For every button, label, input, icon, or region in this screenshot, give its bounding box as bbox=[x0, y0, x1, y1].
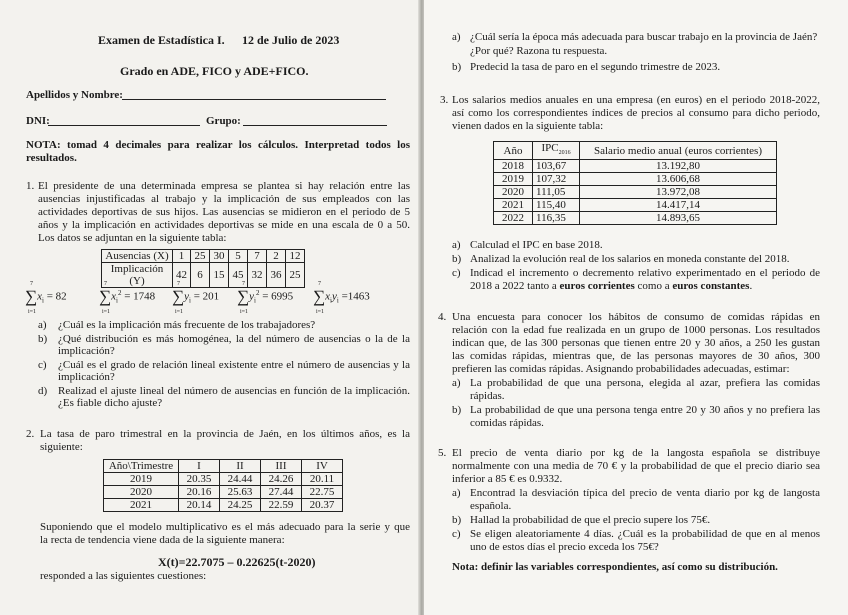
part-text: española. bbox=[470, 500, 512, 512]
table-cell: 2019 bbox=[104, 473, 179, 486]
table-cell: 115,40 bbox=[533, 199, 580, 212]
sum-formula: $\sum x_i^2 = 1748$ bbox=[99, 287, 156, 306]
table-cell: 25 bbox=[191, 250, 210, 263]
q5-note: Nota: definir las variables correspondientes, así como su distribución. bbox=[452, 561, 778, 573]
q2-after-line: la recta de tendencia viene dada de la siguiente manera: bbox=[40, 534, 285, 546]
left-page bbox=[0, 0, 420, 615]
q3-salary-table bbox=[493, 141, 777, 225]
table-cell: 1 bbox=[173, 250, 191, 263]
part-letter: a) bbox=[452, 31, 461, 43]
table-cell: 14.893,65 bbox=[580, 212, 777, 225]
table-row bbox=[494, 212, 777, 225]
part-text: ¿Qué distribución es más homogénea, la del número de ausencias o la de la bbox=[58, 333, 410, 345]
column-header bbox=[533, 142, 580, 160]
table-cell: 107,32 bbox=[533, 173, 580, 186]
sum-term: y bbox=[184, 290, 190, 303]
name-label: Apellidos y Nombre: bbox=[26, 89, 123, 101]
sum-sub: i bbox=[254, 296, 256, 305]
part-letter: c) bbox=[452, 528, 461, 540]
table-cell: 13.606,68 bbox=[580, 173, 777, 186]
q4-line: Una encuesta para conocer los hábitos de consumo de comidas rápidas en bbox=[452, 311, 820, 323]
part-text: Indicad el incremento o decremento relativo experimentado en el periodo de bbox=[470, 267, 820, 279]
group-field[interactable] bbox=[243, 125, 387, 126]
sum-sub-2: i bbox=[336, 296, 339, 305]
row-label: Implicación (Y) bbox=[102, 263, 173, 288]
q2-trend-formula: X(t)=22.7075 – 0.22625(t-2020) bbox=[158, 555, 316, 569]
table-cell: 12 bbox=[286, 250, 305, 263]
part-letter: a) bbox=[452, 487, 461, 499]
table-cell: 22.75 bbox=[302, 486, 343, 499]
table-header-row bbox=[494, 142, 777, 160]
q3-line: vienen dados en la siguiente tabla: bbox=[452, 120, 604, 132]
q2-after-line: Suponiendo que el modelo multiplicativo es el más adecuado para la serie y que bbox=[40, 521, 410, 533]
q5-number: 5. bbox=[438, 447, 447, 459]
part-text: rápidas. bbox=[470, 390, 505, 402]
part-text: ¿Cuál sería la época más adecuada para buscar trabajo en la provincia de Jaén? bbox=[470, 31, 818, 43]
part-text: ¿Es fiable dicho ajuste? bbox=[58, 397, 163, 409]
sum-result: = 6995 bbox=[262, 290, 294, 303]
part-letter: a) bbox=[452, 377, 461, 389]
q1-line: años y la implicación en actividades deportivas se mide en una escala de 0 a 50. bbox=[38, 219, 410, 231]
table-row bbox=[102, 263, 305, 288]
q4-line: indican que, de las 300 personas que tienen entre 20 y 30 años, a 250 les gustan bbox=[452, 337, 820, 349]
degree-line: Grado en ADE, FICO y ADE+FICO. bbox=[120, 64, 309, 78]
part-letter: b) bbox=[452, 253, 462, 265]
right-page bbox=[424, 0, 848, 615]
table-cell: 25.63 bbox=[220, 486, 261, 499]
q3-line: así como los correspondientes índices de precios al consumo para dicho periodo, bbox=[452, 107, 820, 119]
q5-line: El precio de venta diario por kg de la langosta española se distribuye bbox=[452, 447, 820, 459]
table-cell: 13.192,80 bbox=[580, 160, 777, 173]
table-row bbox=[494, 173, 777, 186]
q1-line: actividades deportivas de sus hijos. Las ausencias se midieron en el periodo de 5 bbox=[38, 206, 410, 218]
q4-line: relación con la edad fue realizada en un grupo de 1000 personas. Los resultados bbox=[452, 324, 820, 336]
table-cell: 36 bbox=[267, 263, 286, 288]
sum-lower: i=1 bbox=[175, 309, 184, 315]
q1-number: 1. bbox=[26, 180, 35, 192]
sum-result: = 82 bbox=[46, 290, 67, 303]
sum-lower: i=1 bbox=[102, 309, 111, 315]
table-row bbox=[494, 186, 777, 199]
dni-field[interactable] bbox=[48, 125, 200, 126]
table-cell: 30 bbox=[210, 250, 229, 263]
column-header: II bbox=[220, 460, 261, 473]
table-cell: 24.25 bbox=[220, 499, 261, 512]
part-letter: a) bbox=[38, 319, 47, 331]
table-cell: 5 bbox=[229, 250, 248, 263]
sum-term: x bbox=[111, 290, 117, 303]
part-letter: c) bbox=[452, 267, 461, 279]
q1-line: Los datos se adjuntan en la siguiente tabla: bbox=[38, 232, 227, 244]
table-cell: 2021 bbox=[494, 199, 533, 212]
column-header: Año\Trimestre bbox=[104, 460, 179, 473]
part-letter: b) bbox=[38, 333, 48, 345]
sum-term: x bbox=[325, 290, 331, 303]
q2-unemployment-table bbox=[103, 459, 343, 512]
table-row bbox=[494, 199, 777, 212]
part-text-line-2 bbox=[470, 280, 752, 293]
table-row bbox=[102, 250, 305, 263]
sum-sub: i bbox=[116, 296, 118, 305]
table-cell: 32 bbox=[248, 263, 267, 288]
table-cell: 2018 bbox=[494, 160, 533, 173]
table-cell: 15 bbox=[210, 263, 229, 288]
sum-formula: $\sum x_i = 82$ bbox=[25, 287, 67, 306]
part-text: ¿Cuál es la implicación más frecuente de los trabajadores? bbox=[58, 319, 316, 331]
table-cell: 2020 bbox=[104, 486, 179, 499]
table-cell: 45 bbox=[229, 263, 248, 288]
part-letter: b) bbox=[452, 404, 462, 416]
column-header: III bbox=[261, 460, 302, 473]
table-cell: 25 bbox=[286, 263, 305, 288]
q1-data-table bbox=[101, 249, 305, 288]
note-line-2: resultados. bbox=[26, 152, 77, 164]
text-span: . bbox=[749, 280, 753, 292]
bold-term: euros constantes bbox=[672, 280, 750, 292]
text-span: 2018 a 2022 tanto a bbox=[470, 280, 560, 292]
table-header-row bbox=[104, 460, 343, 473]
part-text: implicación? bbox=[58, 345, 115, 357]
table-cell: 20.37 bbox=[302, 499, 343, 512]
q4-line: las comidas rápidas, mientras que, de las personas mayores de 30 años, 300 bbox=[452, 350, 820, 362]
sum-term: y bbox=[249, 290, 255, 303]
sum-upper: 7 bbox=[104, 281, 107, 287]
part-letter: c) bbox=[38, 359, 47, 371]
table-cell: 103,67 bbox=[533, 160, 580, 173]
q4-line: prefieren las comidas rápidas. Asignando probabilidades adecuadas, estimar: bbox=[452, 363, 790, 375]
table-cell: 22.59 bbox=[261, 499, 302, 512]
table-row bbox=[104, 486, 343, 499]
row-label: Ausencias (X) bbox=[102, 250, 173, 263]
sum-term-2: y bbox=[331, 290, 337, 303]
column-header bbox=[580, 142, 777, 160]
table-cell: 2022 bbox=[494, 212, 533, 225]
part-letter: a) bbox=[452, 239, 461, 251]
exam-date: 12 de Julio de 2023 bbox=[242, 33, 340, 47]
sum-upper: 7 bbox=[242, 281, 245, 287]
text-span: como a bbox=[634, 280, 673, 292]
ipc-base-subscript: 2016 bbox=[558, 150, 571, 157]
table-cell: 2019 bbox=[494, 173, 533, 186]
part-letter: b) bbox=[452, 61, 462, 73]
part-text: Realizad el ajuste lineal del número de ausencias en función de la implicación. bbox=[58, 385, 410, 397]
note-line-1: NOTA: tomad 4 decimales para realizar los cálculos. Interpretad todos los bbox=[26, 139, 410, 151]
column-header bbox=[494, 142, 533, 160]
column-header-text: IPC bbox=[541, 142, 559, 154]
part-text: La probabilidad de que una persona, elegida al azar, prefiera las comidas bbox=[470, 377, 820, 389]
sum-result: =1463 bbox=[341, 290, 370, 303]
table-cell: 13.972,08 bbox=[580, 186, 777, 199]
table-cell: 20.35 bbox=[179, 473, 220, 486]
sum-lower: i=1 bbox=[28, 309, 37, 315]
table-cell: 42 bbox=[173, 263, 191, 288]
table-cell: 24.44 bbox=[220, 473, 261, 486]
sum-upper: 7 bbox=[177, 281, 180, 287]
q2-line: La tasa de paro trimestral en la provincia de Jaén, en los últimos años, es la bbox=[40, 428, 410, 440]
sum-upper: 7 bbox=[318, 281, 321, 287]
q3-line: Los salarios medios anuales en una empresa (en euros) en el periodo 2018-2022, bbox=[452, 94, 820, 106]
sum-sup: 2 bbox=[255, 288, 260, 297]
part-text: Se eligen aleatoriamente 4 días. ¿Cuál es la probabilidad de que en al menos bbox=[470, 528, 820, 540]
table-cell: 20.16 bbox=[179, 486, 220, 499]
table-cell: 7 bbox=[248, 250, 267, 263]
table-cell: 2021 bbox=[104, 499, 179, 512]
sum-result: = 201 bbox=[193, 290, 220, 303]
table-cell: 6 bbox=[191, 263, 210, 288]
table-cell: 2020 bbox=[494, 186, 533, 199]
part-text: uno de estos días el precio exceda los 75€? bbox=[470, 541, 659, 553]
q2-line: siguiente: bbox=[40, 441, 83, 453]
sum-formula: $\sum y_i^2 = 6995$ bbox=[237, 287, 294, 306]
sum-formula: $\sum x_iy_i =1463$ bbox=[313, 287, 370, 306]
sum-formula: $\sum y_i = 201$ bbox=[172, 287, 220, 306]
name-field[interactable] bbox=[122, 99, 386, 100]
part-text: ¿Por qué? Razona tu respuesta. bbox=[470, 45, 608, 57]
table-cell: 111,05 bbox=[533, 186, 580, 199]
part-letter: b) bbox=[452, 514, 462, 526]
part-text: Hallad la probabilidad de que el precio supere los 75€. bbox=[470, 514, 711, 526]
table-row bbox=[104, 499, 343, 512]
column-header-text: Año bbox=[503, 144, 523, 157]
column-header-text: Salario medio anual (euros corrientes) bbox=[594, 144, 762, 157]
table-cell: 14.417,14 bbox=[580, 199, 777, 212]
part-text: Analizad la evolución real de los salarios en moneda constante del 2018. bbox=[470, 253, 790, 265]
q2-number: 2. bbox=[26, 428, 35, 440]
q4-number: 4. bbox=[438, 311, 447, 323]
part-text: comidas rápidas. bbox=[470, 417, 544, 429]
table-cell: 20.11 bbox=[302, 473, 343, 486]
q3-number: 3. bbox=[440, 94, 449, 106]
part-text: Calculad el IPC en base 2018. bbox=[470, 239, 603, 251]
exam-title: Examen de Estadística I. bbox=[98, 33, 225, 47]
column-header: I bbox=[179, 460, 220, 473]
sum-sup: 2 bbox=[117, 288, 122, 297]
q5-line: inferior a 85 € es 0.9332. bbox=[452, 473, 563, 485]
dni-label: DNI: bbox=[26, 115, 50, 127]
part-text: Encontrad la desviación típica del precio de venta diario por kg de langosta bbox=[470, 487, 820, 499]
table-cell: 27.44 bbox=[261, 486, 302, 499]
part-letter: d) bbox=[38, 385, 48, 397]
part-text: implicación? bbox=[58, 371, 115, 383]
bold-term: euros corrientes bbox=[559, 280, 635, 292]
sum-term: x bbox=[37, 290, 43, 303]
column-header: IV bbox=[302, 460, 343, 473]
part-text: ¿Cuál es el grado de relación lineal existente entre el número de ausencias y la bbox=[58, 359, 410, 371]
table-cell: 116,35 bbox=[533, 212, 580, 225]
q1-line: El presidente de una determinada empresa se plantea si hay relación entre las bbox=[38, 180, 410, 192]
sum-lower: i=1 bbox=[316, 309, 325, 315]
table-row bbox=[494, 160, 777, 173]
sum-result: = 1748 bbox=[124, 290, 156, 303]
sum-sub: i bbox=[42, 296, 44, 305]
table-cell: 24.26 bbox=[261, 473, 302, 486]
part-text: La probabilidad de que una persona tenga entre 20 y 30 años y no prefiera las bbox=[470, 404, 820, 416]
group-label: Grupo: bbox=[206, 115, 241, 127]
part-text: Predecid la tasa de paro en el segundo trimestre de 2023. bbox=[470, 61, 721, 73]
sum-sub: i bbox=[330, 296, 332, 305]
table-cell: 20.14 bbox=[179, 499, 220, 512]
q2-closing: responded a las siguientes cuestiones: bbox=[40, 570, 207, 582]
q1-line: ausencias injustificadas al trabajo y la implicación de sus empleados con las bbox=[38, 193, 410, 205]
sum-lower: i=1 bbox=[240, 309, 249, 315]
q5-line: normalmente con una media de 70 € y la probabilidad de que el precio diario sea bbox=[452, 460, 820, 472]
sum-sub: i bbox=[189, 296, 191, 305]
sum-upper: 7 bbox=[30, 281, 33, 287]
table-cell: 2 bbox=[267, 250, 286, 263]
table-row bbox=[104, 473, 343, 486]
